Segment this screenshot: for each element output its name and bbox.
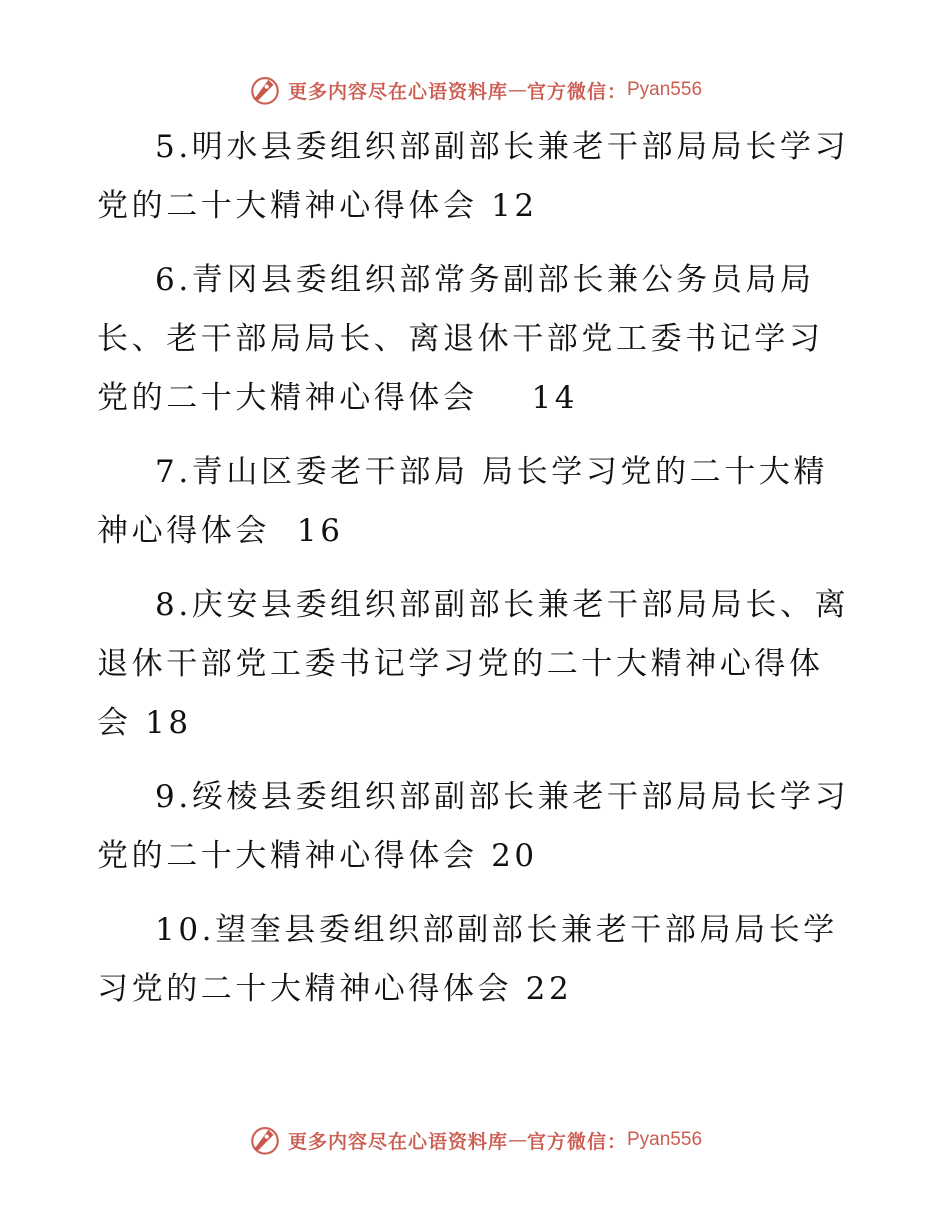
watermark-footer [0,1120,950,1160]
pen-nib-icon [248,73,282,107]
watermark-separator: — [507,79,527,101]
entry-title: 庆安县委组织部副部长兼老干部局局长、离退休干部党工委书记学习党的二十大精神心得体会 [97,587,850,741]
watermark-wechat-id: Pyan556 [627,79,703,100]
watermark-wechat-label: 官方微信： [526,80,627,103]
entry-title: 望奎县委组织部副部长兼老干部局局长学习党的二十大精神心得体会 [97,912,838,1007]
watermark-text: 更多内容尽在心语资料库 [287,80,508,103]
entry-page: 18 [145,705,192,741]
toc-entry[interactable] [97,443,857,561]
entry-title: 青冈县委组织部常务副部长兼公务员局局长、老干部局局长、离退休干部党工委书记学习党的二十大精神心得体会 [97,262,824,416]
entry-number: 10. [155,912,216,948]
entry-title: 绥棱县委组织部副部长兼老干部局局长学习党的二十大精神心得体会 [97,779,850,874]
watermark-wechat-id: Pyan556 [627,1129,703,1150]
entry-number: 8. [155,587,192,623]
toc-entry[interactable] [97,901,857,1019]
watermark-header [0,70,950,110]
entry-number: 6. [155,262,192,298]
entry-title: 青山区委老干部局 局长学习党的二十大精神心得体会 [97,454,829,549]
entry-page: 22 [525,971,573,1007]
entry-page: 14 [531,380,579,416]
entry-number: 5. [155,129,192,165]
watermark-text: 更多内容尽在心语资料库 [287,1130,508,1153]
entry-title: 明水县委组织部副部长兼老干部局局长学习党的二十大精神心得体会 [97,129,850,224]
watermark-separator: — [507,1129,527,1151]
entry-page: 16 [296,513,344,549]
pen-nib-icon [248,1123,282,1157]
watermark-wechat-label: 官方微信： [526,1130,627,1153]
toc-entry[interactable] [97,768,857,886]
toc-entry[interactable] [97,576,857,753]
toc-entry[interactable] [97,251,857,428]
entry-number: 9. [155,779,192,815]
entry-number: 7. [155,454,192,490]
entry-page: 12 [491,188,538,224]
toc-entries [97,118,857,1034]
entry-page: 20 [491,838,538,874]
toc-entry[interactable] [97,118,857,236]
